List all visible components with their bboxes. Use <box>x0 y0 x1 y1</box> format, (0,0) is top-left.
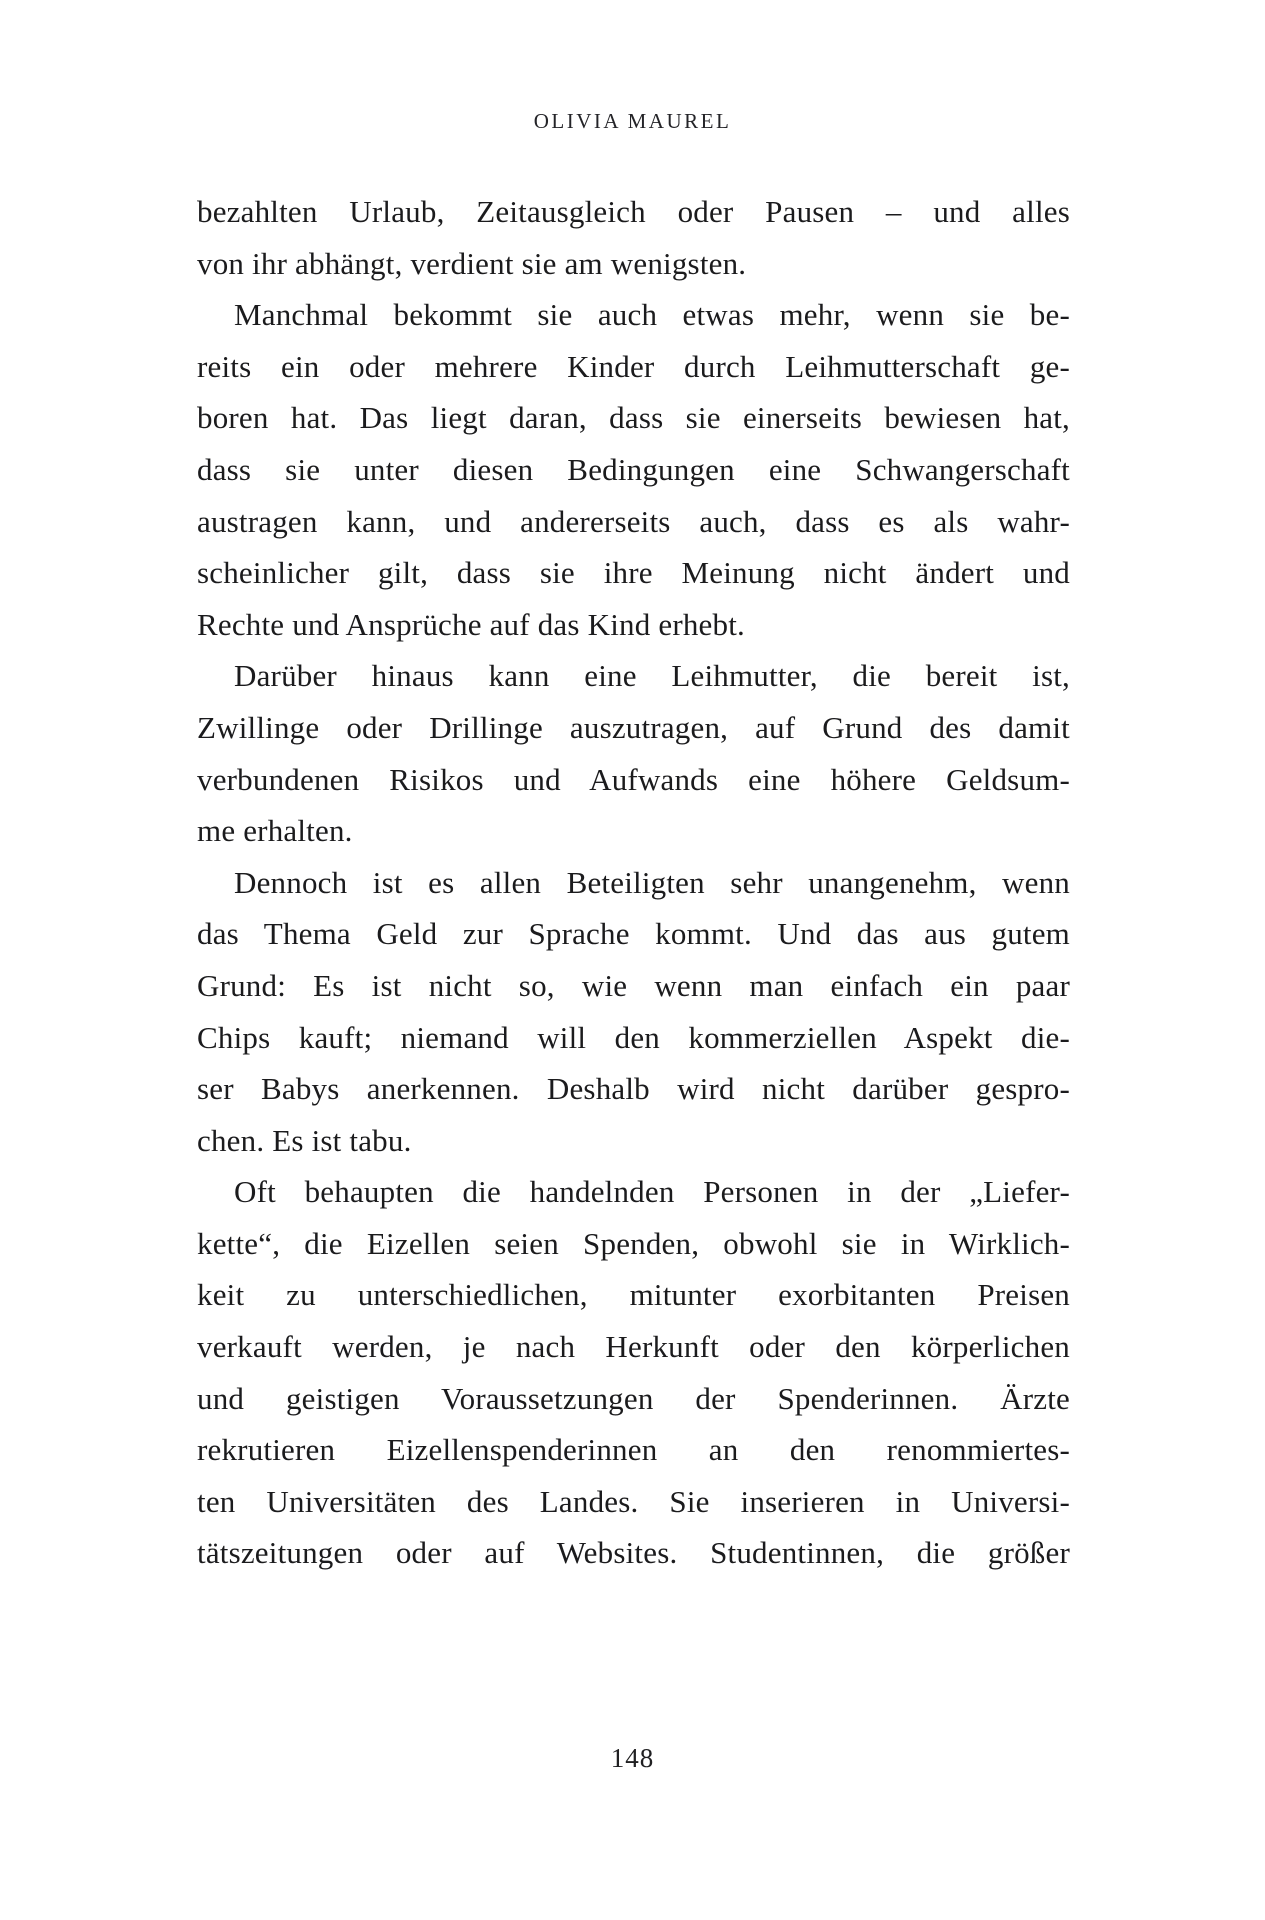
text-line: ser Babys anerkennen. Deshalb wird nicht darüber gespro- <box>197 1071 1070 1107</box>
text-line: rekrutieren Eizellenspenderinnen an den renommiertes- <box>197 1432 1070 1468</box>
text-line: scheinlicher gilt, dass sie ihre Meinung nicht ändert und <box>197 555 1070 591</box>
text-line: Manchmal bekommt sie auch etwas mehr, wenn sie be- <box>234 297 1070 333</box>
paragraph <box>197 857 1070 1167</box>
text-line: me erhalten. <box>197 813 353 849</box>
text-line: Rechte und Ansprüche auf das Kind erhebt. <box>197 606 745 642</box>
text-line: Darüber hinaus kann eine Leihmutter, die bereit ist, <box>234 658 1070 694</box>
paragraph <box>197 186 1070 289</box>
text-line: und geistigen Voraussetzungen der Spenderinnen. Ärzte <box>197 1380 1070 1416</box>
text-line: Dennoch ist es allen Beteiligten sehr unangenehm, wenn <box>234 864 1070 900</box>
text-line: Zwillinge oder Drillinge auszutragen, auf Grund des damit <box>197 709 1070 745</box>
text-line: dass sie unter diesen Bedingungen eine Schwangerschaft <box>197 451 1070 487</box>
text-line: verkauft werden, je nach Herkunft oder den körperlichen <box>197 1329 1070 1365</box>
text-line: keit zu unterschiedlichen, mitunter exorbitanten Preisen <box>197 1277 1070 1313</box>
running-header: OLIVIA MAUREL <box>533 109 732 133</box>
text-line: verbundenen Risikos und Aufwands eine höhere Geldsum- <box>197 761 1070 797</box>
text-line: ten Universitäten des Landes. Sie inserieren in Universi- <box>197 1483 1070 1519</box>
text-line: kette“, die Eizellen seien Spenden, obwohl sie in Wirklich- <box>197 1225 1070 1261</box>
text-line: Chips kauft; niemand will den kommerziellen Aspekt die- <box>197 1019 1070 1055</box>
text-line: reits ein oder mehrere Kinder durch Leihmutterschaft ge- <box>197 348 1070 384</box>
text-line: das Thema Geld zur Sprache kommt. Und das aus gutem <box>197 916 1070 952</box>
body-text <box>197 186 1070 1579</box>
text-line: bezahlten Urlaub, Zeitausgleich oder Pausen – und alles <box>197 194 1070 229</box>
text-line: tätszeitungen oder auf Websites. Studentinnen, die größer <box>197 1535 1070 1571</box>
paragraph <box>197 650 1070 856</box>
page-number: 148 <box>610 1743 655 1773</box>
paragraph <box>197 289 1070 650</box>
text-line: austragen kann, und andererseits auch, dass es als wahr- <box>197 503 1070 539</box>
text-line: chen. Es ist tabu. <box>197 1122 412 1158</box>
text-line: boren hat. Das liegt daran, dass sie einerseits bewiesen hat, <box>197 400 1070 436</box>
paragraph <box>197 1166 1070 1579</box>
text-line: von ihr abhängt, verdient sie am wenigsten. <box>197 245 747 281</box>
text-line: Oft behaupten die handelnden Personen in der „Liefer- <box>234 1174 1070 1210</box>
text-line: Grund: Es ist nicht so, wie wenn man einfach ein paar <box>197 967 1070 1003</box>
